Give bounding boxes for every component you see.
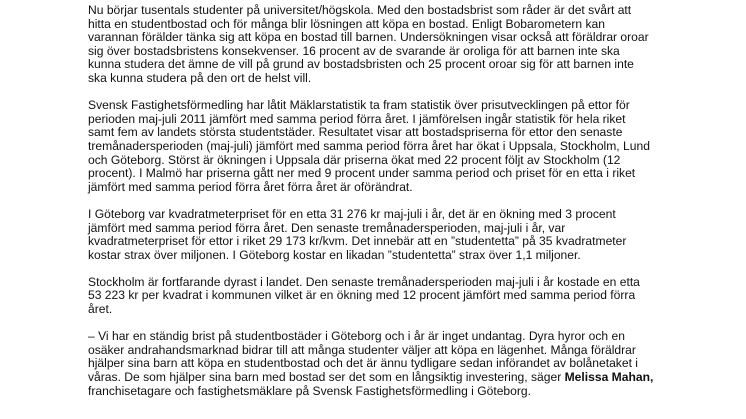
paragraph-goteborg: [88, 208, 708, 262]
text-line: franchisetagare och fastighetsmäklare på Svensk Fastighetsförmedling i Göteborg.: [88, 383, 531, 398]
text-line: I Göteborg var kvadratmeterpriset för en etta 31 276 kr maj-juli i år, det är en ökning med 3 procent: [88, 206, 616, 221]
text-line: osäker andrahandsmarknad bidrar till att många studenter väljer att köpa en lägenhet. Många föräldrar: [88, 342, 636, 357]
document-page: [88, 4, 708, 412]
text-line: hjälper sina barn att köpa en studentbostad och det är ännu tydligare sedan införandet av bolånetaket i: [88, 356, 638, 371]
paragraph-intro: [88, 4, 708, 86]
text-line: året.: [88, 302, 113, 317]
text-line: – Vi har en ständig brist på studentbostäder i Göteborg och i år är inget undantag. Dyra hyror och en: [88, 329, 625, 344]
text-line: tremånadersperioden (maj-juli) jämfört med samma period förra året har ökat i Uppsala, Stockholm, Lund: [88, 138, 650, 153]
text-line: 53 223 kr per kvadrat i kommunen vilket är en ökning med 12 procent jämfört med samma period förra: [88, 288, 636, 303]
text-line: Stockholm är fortfarande dyrast i landet. Den senaste tremånadersperioden maj-juli i år kostade en etta: [88, 274, 640, 289]
text-line: samt fem av landets största studentstäder. Resultatet visar att bostadspriserna för ettor den senaste: [88, 125, 623, 140]
text-line: kostar strax över miljonen. I Göteborg kostar en likadan ”studentetta” strax över 1,1 miljoner.: [88, 247, 581, 262]
text-line: [88, 371, 708, 385]
text-line: jämfört med samma period förra året förra året är oförändrat.: [88, 179, 413, 194]
text-line: varannan förälder tänka sig att köpa en bostad till barnen. Undersökningen visar också att föräldrar oroar: [88, 30, 649, 45]
paragraph-stockholm: [88, 276, 708, 317]
text-line: procent). I Malmö har priserna gått ner med 9 procent under samma period och priset för en etta i riket: [88, 166, 636, 181]
text-line: jämfört med samma period förra året. Den senaste tremånadersperioden, maj-juli i år, var: [88, 220, 566, 235]
text-line: hitta en studentbostad och för många blir lösningen att köpa en bostad. Enligt Bobarometern kan: [88, 16, 606, 31]
text-line: och Göteborg. Störst är ökningen i Uppsala där priserna ökat med 22 procent följt av Stockholm (12: [88, 152, 621, 167]
quote-text: våras. De som hjälper sina barn med bostad ser det som en långsiktig investering, säger: [88, 370, 565, 385]
text-line: sig över bostadsbristens konsekvenser. 16 procent av de svarande är oroliga för att barnen inte ska: [88, 43, 620, 58]
speaker-name: Melissa Mahan,: [564, 370, 654, 385]
text-line: kunna studera det ämne de vill på grund av bostadsbristen och 25 procent oroar sig för att barnen inte: [88, 57, 634, 72]
text-line: Svensk Fastighetsförmedling har låtit Mäklarstatistik ta fram statistik över prisutvecklingen på ettor för: [88, 98, 630, 113]
paragraph-statistics: [88, 99, 708, 194]
text-line: perioden maj-juli 2011 jämfört med samma period förra året. I jämförelsen ingår statistik för hela riket: [88, 111, 626, 126]
text-line: ska kunna studera på den ort de helst vill.: [88, 70, 312, 85]
text-line: kvadratmeterpriset för ettor i riket 29 173 kr/kvm. Det innebär att en ”studentetta” på 35 kvadratmeter: [88, 234, 627, 249]
paragraph-quote: [88, 330, 708, 398]
text-line: Nu börjar tusentals studenter på universitet/högskola. Med den bostadsbrist som råder är det svårt att: [88, 3, 632, 17]
